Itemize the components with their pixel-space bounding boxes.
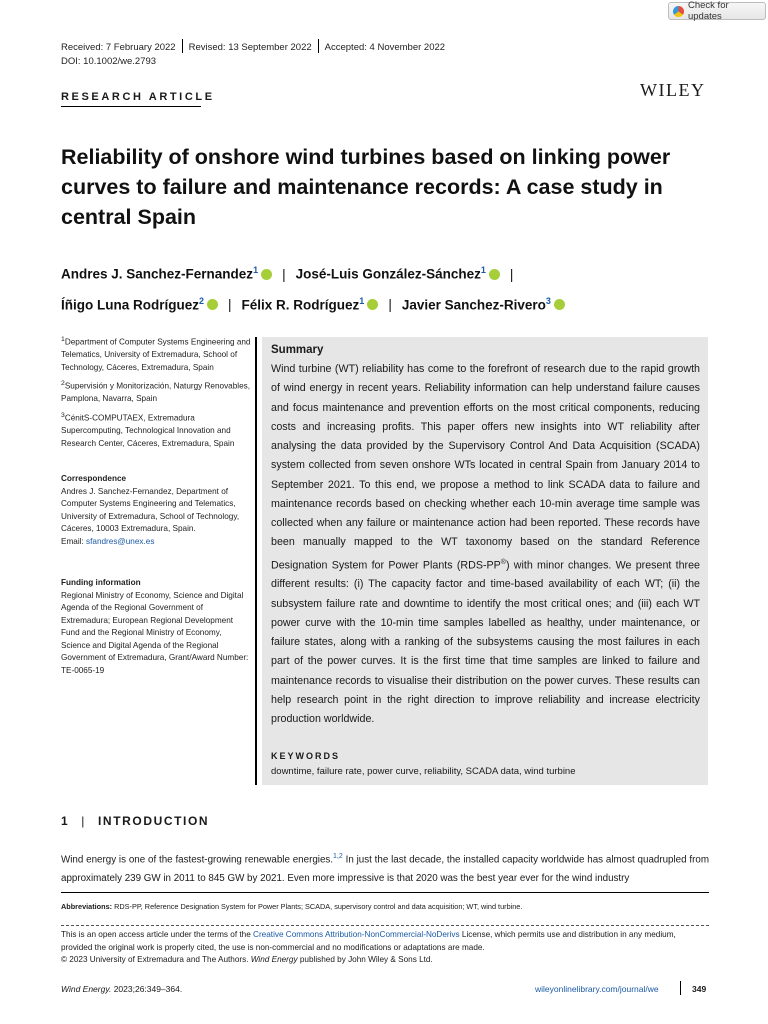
footer-citation: Wind Energy. 2023;26:349–364. bbox=[61, 984, 183, 994]
crossmark-icon bbox=[673, 6, 684, 17]
affiliation-item: $^1$Department of Computer Systems Engineering and Telematics, University of Extremadura, School of Technology, Cáceres, Extremadura, Spain bbox=[61, 336, 251, 372]
orcid-icon[interactable] bbox=[261, 269, 272, 280]
received-date: Received: 7 February 2022 bbox=[61, 42, 176, 53]
orcid-icon[interactable] bbox=[554, 299, 565, 310]
email-link[interactable]: sfandres@unex.es bbox=[86, 536, 155, 546]
paper-title: Reliability of onshore wind turbines based on linking power curves to failure and maintenance records: A case study in central Spain bbox=[61, 145, 671, 229]
author-name[interactable]: Javier Sanchez-Rivero bbox=[401, 297, 546, 312]
author-list bbox=[61, 257, 711, 318]
check-for-updates-button[interactable] bbox=[668, 2, 766, 20]
orcid-icon[interactable] bbox=[367, 299, 378, 310]
correspondence-heading: Correspondence bbox=[61, 474, 127, 483]
section-heading bbox=[61, 814, 209, 828]
funding-text: Regional Ministry of Economy, Science and Digital Agenda of the Regional Government of Extremadura; European Regional Development Fund and the Regional Ministry of Economy, Science and Digital Agenda of the Regional Government of Extremadura, Grant/Award Number: TE-0065-19 bbox=[61, 590, 249, 675]
summary-rule bbox=[255, 337, 257, 785]
author-affiliation: 3 bbox=[545, 295, 551, 306]
publisher-logo[interactable]: WILEY bbox=[640, 80, 706, 100]
intro-paragraph: Wind energy is one of the fastest-growing renewable energies.$^{1,2}$ In just the last decade, the installed capacity worldwide has almost quadrupled from approximately 239 GW in 2011 to 845 GW by 2021. Even more impressive is that 2020 was the best year ever for the wind industry bbox=[61, 853, 709, 885]
check-for-updates-label: Check for updates bbox=[687, 0, 729, 22]
doi[interactable]: DOI: 10.1002/we.2793 bbox=[61, 56, 157, 67]
footnote-rule bbox=[61, 892, 709, 893]
author-affiliation: 1 bbox=[253, 265, 259, 275]
license-text: This is an open access article under the terms of the Creative Commons Attribution-NonCommercial-NoDerivs License, which permits use and distribution in any medium, provided the original work is properly cited, the use is non-commercial and no modifications or adaptations are made. © 2023 University of Extremadura and The Authors. Wind Energy published by John Wiley & Sons Ltd. bbox=[61, 930, 676, 964]
affiliation-item: $^2$Supervisión y Monitorización, Naturgy Renovables, Pamplona, Navarra, Spain bbox=[61, 380, 251, 404]
summary-text: Wind turbine (WT) reliability has come to the forefront of research due to the rapid growth of wind energy in recent years. Reliability information can help understand failure causes and focus maintenance and prevention efforts on the most critical components, reducing costs and increasing profits. This paper offers new insights into WT reliability after analysing the data provided by the Supervisory Control And Data Acquisition (SCADA) system collected from seven onshore WTs located in central Spain from January 2014 to September 2021. To this end, we propose a method to link SCADA data to failure and maintenance records based on checking whether each 10-min average time sample was collected when any failure or maintenance action had been reported. These records have been manually mapped to the WT taxonomy based on the standard Reference Designation System for Power Plants (RDS-PP®) with minor changes. We present three different results: (i) The capacity factor and time-based availability of each WT; (ii) the subsystem failure rate and downtime to identify the most critical ones; and (iii) each WT power curve with the 10-min time samples labelled as healthy, under maintenance, or failure states, along with a ranking of the subsystems causing the most failures in each part of the power curves. It is the first time that time samples are linked to failure and maintenance records to visualise their distribution on the power curves. These results can help research point in the right direction to improve reliability and increase electricity production worldwide. bbox=[271, 363, 701, 726]
author-name[interactable]: José-Luis González-Sánchez bbox=[295, 266, 481, 282]
author-affiliation: 1 bbox=[480, 265, 486, 275]
author-affiliation: 1 bbox=[359, 295, 365, 306]
keywords-heading: KEYWORDS bbox=[271, 751, 341, 761]
keywords-text: downtime, failure rate, power curve, reliability, SCADA data, wind turbine bbox=[271, 766, 576, 777]
author-separator: | bbox=[282, 266, 286, 282]
footer-divider bbox=[680, 981, 681, 995]
license-rule bbox=[61, 925, 709, 926]
author-name[interactable]: Félix R. Rodríguez bbox=[241, 297, 360, 312]
email-label: Email: bbox=[61, 536, 84, 546]
orcid-icon[interactable] bbox=[207, 299, 218, 310]
revised-date: Revised: 13 September 2022 bbox=[188, 42, 312, 53]
orcid-icon[interactable] bbox=[489, 269, 500, 280]
author-name[interactable]: Íñigo Luna Rodríguez bbox=[61, 297, 199, 312]
divider bbox=[182, 39, 183, 53]
accepted-date: Accepted: 4 November 2022 bbox=[324, 42, 446, 53]
correspondence-text: Andres J. Sanchez-Fernandez, Department of Computer Systems Engineering and Telematics, University of Extremadura, School of Technology, Cáceres, 10003 Extremadura, Spain. bbox=[61, 486, 240, 533]
author-affiliation: 2 bbox=[199, 295, 205, 306]
section-number: 1 bbox=[61, 814, 70, 828]
author-name[interactable]: Andres J. Sanchez-Fernandez bbox=[61, 266, 254, 282]
journal-url-link[interactable]: wileyonlinelibrary.com/journal/we bbox=[535, 984, 659, 994]
abbreviations: Abbreviations: RDS-PP, Reference Designation System for Power Plants; SCADA, supervisory control and data acquisition; WT, wind turbine. bbox=[61, 902, 523, 911]
author-separator: | bbox=[388, 297, 392, 312]
article-type: RESEARCH ARTICLE bbox=[61, 91, 215, 103]
article-dates bbox=[61, 39, 445, 53]
author-separator: | bbox=[509, 266, 514, 282]
page-number: 349 bbox=[692, 984, 707, 994]
summary-heading: Summary bbox=[271, 344, 324, 356]
funding-heading: Funding information bbox=[61, 578, 141, 587]
citation-link[interactable]: 1,2 bbox=[333, 853, 343, 860]
divider bbox=[318, 39, 319, 53]
article-type-rule bbox=[61, 106, 201, 107]
funding bbox=[61, 577, 251, 677]
affiliation-item: $^3$CénitS-COMPUTAEX, Extremadura Supercomputing, Technological Innovation and Research Center, Cáceres, Extremadura, Spain bbox=[61, 411, 235, 448]
author-separator: | bbox=[228, 297, 232, 312]
correspondence bbox=[61, 473, 251, 548]
section-title: INTRODUCTION bbox=[98, 814, 210, 828]
license-link[interactable]: Creative Commons Attribution-NonCommercial-NoDerivs bbox=[253, 930, 460, 939]
section-separator: | bbox=[81, 814, 86, 828]
affiliations bbox=[61, 334, 251, 450]
